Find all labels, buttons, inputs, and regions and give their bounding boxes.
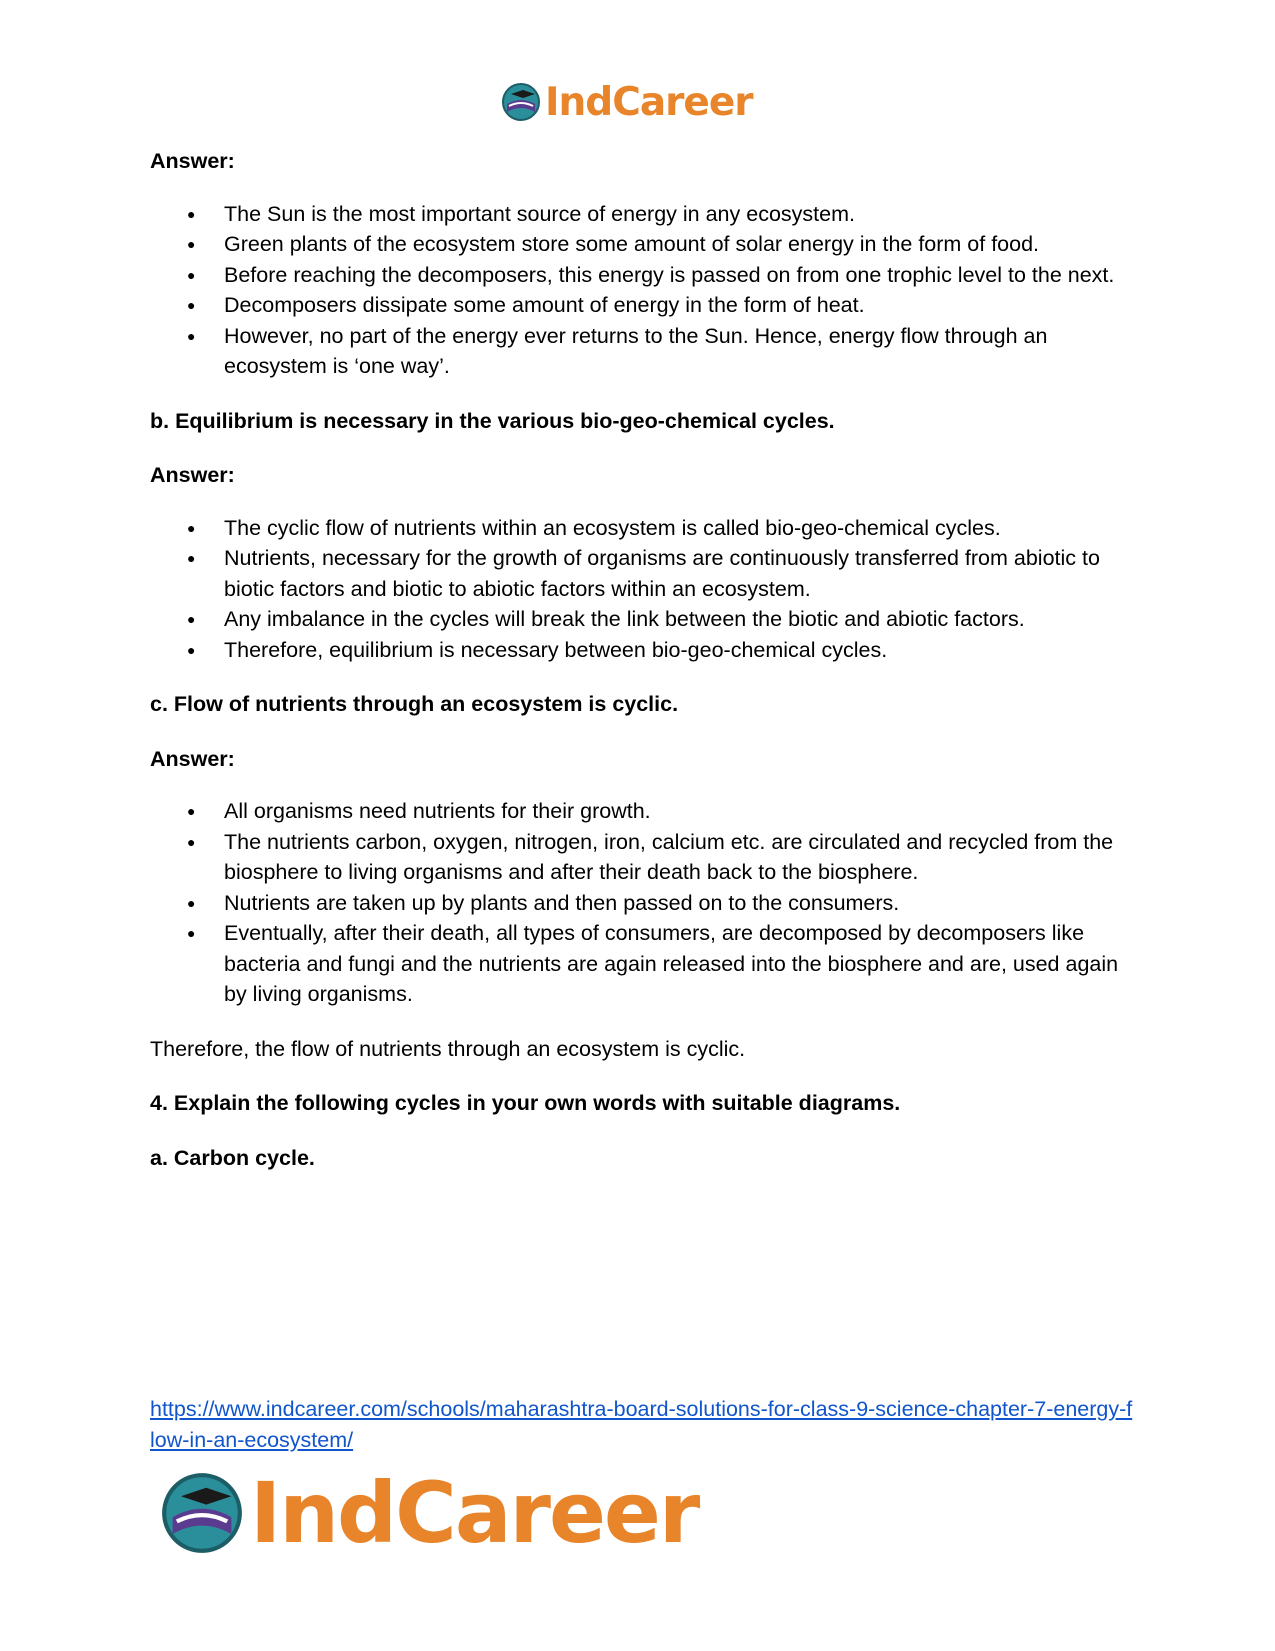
list-item: ● Nutrients are taken up by plants and then passed on to the consumers. — [224, 888, 1130, 919]
conclusion-text: Therefore, the flow of nutrients through an ecosystem is cyclic. — [150, 1036, 746, 1061]
logo-text: IndCareer — [545, 79, 753, 125]
graduation-book-globe-icon — [501, 82, 541, 122]
list-item: ● Any imbalance in the cycles will break the link between the biotic and abiotic factors. — [224, 604, 1130, 635]
list-item: ● Therefore, equilibrium is necessary between bio-geo-chemical cycles. — [224, 635, 1130, 666]
answer-label: Answer: — [150, 746, 235, 771]
list-item: ● All organisms need nutrients for their growth. — [224, 796, 1130, 827]
footer-logo — [160, 1464, 699, 1562]
answer-label: Answer: — [150, 149, 235, 173]
answer-list-3 — [150, 796, 1130, 1010]
list-item: ● The Sun is the most important source of energy in any ecosystem. — [224, 199, 1130, 230]
list-item: ● Decomposers dissipate some amount of energy in the form of heat. — [224, 290, 1130, 321]
question-c: c. Flow of nutrients through an ecosystem is cyclic. — [150, 692, 679, 716]
list-item: ● The cyclic flow of nutrients within an ecosystem is called bio-geo-chemical cycles. — [224, 513, 1130, 544]
question-b: b. Equilibrium is necessary in the various bio-geo-chemical cycles. — [150, 408, 835, 433]
document-body — [150, 146, 1130, 1173]
question-4a: a. Carbon cycle. — [150, 1145, 315, 1170]
list-item: ● However, no part of the energy ever returns to the Sun. Hence, energy flow through an ecosystem is ‘one way’. — [224, 321, 1130, 382]
logo-text: IndCareer — [250, 1464, 699, 1562]
list-item: ● Before reaching the decomposers, this energy is passed on from one trophic level to the next. — [224, 260, 1130, 291]
header-logo — [501, 80, 753, 124]
list-item: ● Nutrients, necessary for the growth of organisms are continuously transferred from abiotic to biotic factors and biotic to abiotic factors within an ecosystem. — [224, 543, 1130, 604]
source-link[interactable]: https://www.indcareer.com/schools/maharashtra-board-solutions-for-class-9-science-chapter-7-energy-flow-in-an-ecosystem/ — [150, 1397, 1133, 1452]
list-item: ● Green plants of the ecosystem store some amount of solar energy in the form of food. — [224, 229, 1130, 260]
list-item: ● The nutrients carbon, oxygen, nitrogen, iron, calcium etc. are circulated and recycled from the biosphere to living organisms and after their death back to the biosphere. — [224, 827, 1130, 888]
list-item: ● Eventually, after their death, all types of consumers, are decomposed by decomposers like bacteria and fungi and the nutrients are again released into the biosphere and are, used again by living organisms. — [224, 918, 1130, 1010]
graduation-book-globe-icon — [160, 1471, 244, 1555]
answer-list-1 — [150, 199, 1130, 382]
answer-list-2 — [150, 513, 1130, 666]
question-4: 4. Explain the following cycles in your own words with suitable diagrams. — [150, 1091, 901, 1115]
answer-label: Answer: — [150, 463, 235, 487]
